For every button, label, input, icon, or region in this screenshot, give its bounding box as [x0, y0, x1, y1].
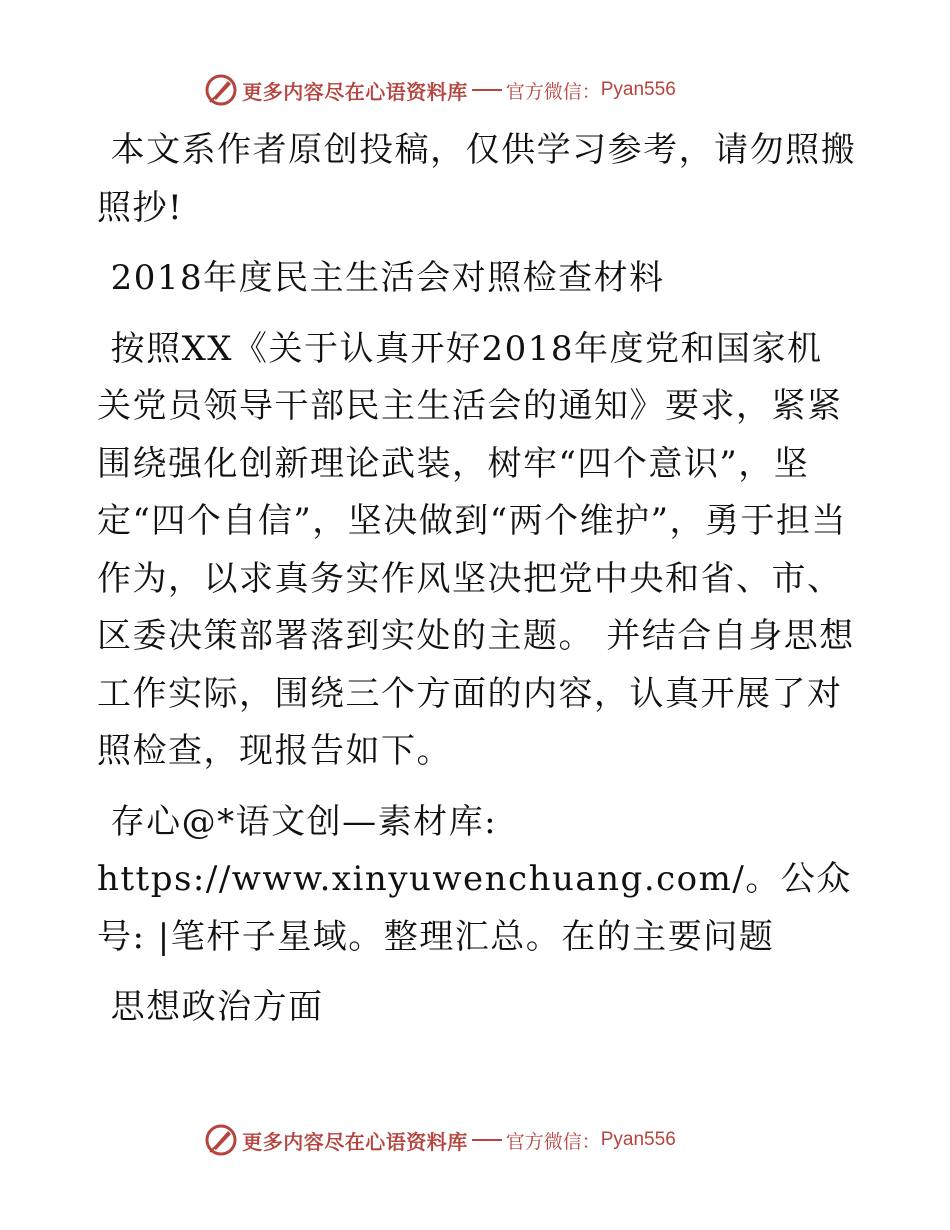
intro-paragraph: 按照XX《关于认真开好2018年度党和国家机关党员领导干部民主生活会的通知》要求，紧紧围绕强化创新理论武装，树牢“四个意识”，坚定“四个自信”，坚决做到“两个维护”，勇于担当作为，以求真务实作风坚决把党中央和省、市、区委决策部署落到实处的主题。 并结合自身思想工作实际，围绕三个方面的内容，认真开展了对照检查，现报告如下。	[97, 328, 855, 771]
footer-banner	[0, 1120, 950, 1160]
banner-main-text: 更多内容尽在心语资料库	[242, 1129, 468, 1154]
section-heading: 思想政治方面	[110, 987, 324, 1027]
banner-wechat-id: Pyan556	[600, 1129, 676, 1150]
banner-wechat-id: Pyan556	[600, 79, 676, 100]
quill-logo-icon	[204, 1123, 238, 1157]
source-note-paragraph: 存心@*语文创—素材库: https://www.xinyuwenchuang.com/。公众号: |笔杆子星域。整理汇总。在的主要问题	[97, 801, 852, 957]
banner-wechat-label: 官方微信：	[505, 1130, 601, 1153]
banner-wechat-label: 官方微信：	[505, 80, 601, 103]
document-body	[97, 122, 857, 1050]
banner-main-text: 更多内容尽在心语资料库	[242, 79, 468, 104]
header-banner	[0, 70, 950, 110]
document-title: 2018年度民主生活会对照检查材料	[110, 258, 665, 298]
banner-separator	[472, 89, 502, 91]
quill-logo-icon	[204, 73, 238, 107]
banner-separator	[472, 1139, 502, 1141]
copyright-notice: 本文系作者原创投稿，仅供学习参考，请勿照搬照抄!	[97, 130, 857, 228]
